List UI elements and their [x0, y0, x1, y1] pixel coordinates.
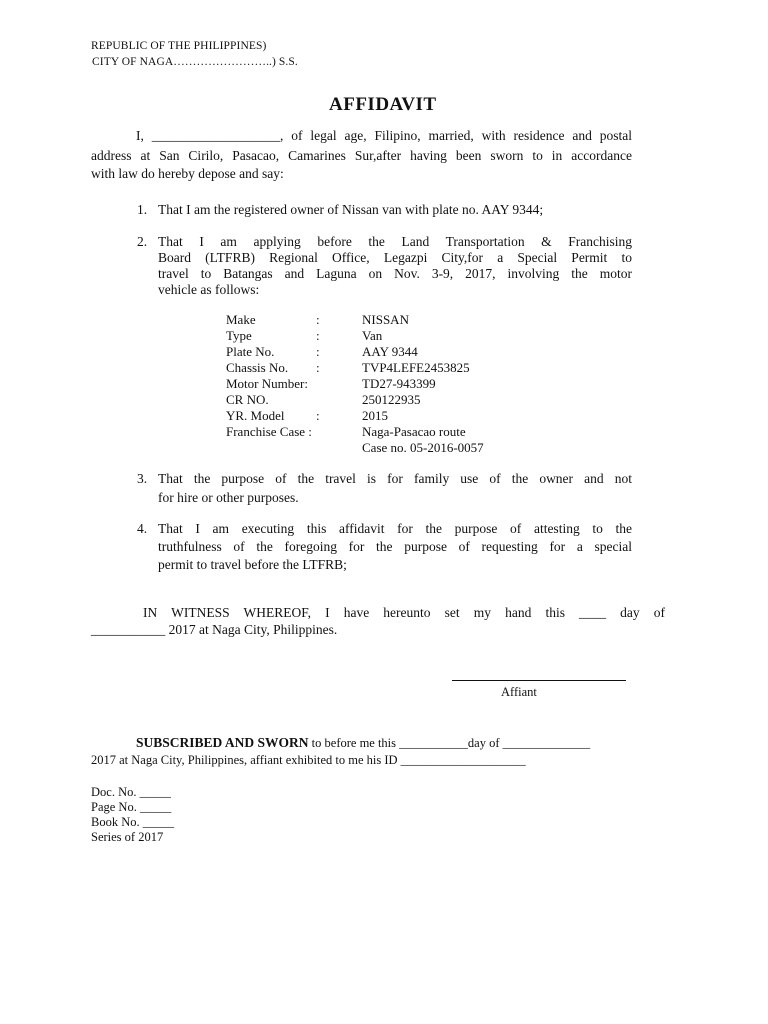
vehicle-value-plate: AAY 9344	[362, 344, 418, 359]
vehicle-label-chassis: Chassis No.	[226, 360, 289, 375]
item-1-number: 1.	[137, 202, 148, 217]
vehicle-label-make: Make	[226, 312, 256, 327]
vehicle-value-chassis: TVP4LEFE2453825	[362, 360, 470, 375]
intro-line-3: with law do hereby depose and say:	[91, 166, 284, 181]
item-4-number: 4.	[137, 521, 148, 536]
jurat-line-1	[136, 735, 590, 751]
document-title: AFFIDAVIT	[329, 94, 437, 115]
item-2-number: 2.	[137, 234, 148, 249]
vehicle-label-plate: Plate No.	[226, 344, 275, 359]
item-3-line-2: for hire or other purposes.	[158, 490, 299, 505]
item-2-line-1: That I am applying before the Land Transportation & Franchising	[158, 234, 632, 249]
vehicle-sep-type: :	[316, 328, 320, 343]
book-no: Book No. _____	[91, 815, 174, 829]
vehicle-value-franchise: Naga-Pasacao route	[362, 424, 466, 439]
vehicle-value-type: Van	[362, 328, 383, 343]
item-3-number: 3.	[137, 471, 148, 486]
vehicle-value-cr: 250122935	[362, 392, 421, 407]
jurat-line-1-rest: to before me this ___________day of ______________	[308, 736, 591, 750]
item-2-line-2: Board (LTFRB) Regional Office, Legazpi City,for a Special Permit to	[158, 250, 632, 265]
item-2-line-4: vehicle as follows:	[158, 282, 260, 297]
vehicle-value-year: 2015	[362, 408, 388, 423]
vehicle-value-make: NISSAN	[362, 312, 409, 327]
vehicle-sep-chassis: :	[316, 360, 320, 375]
witness-line-1: IN WITNESS WHEREOF, I have hereunto set my hand this ____ day of	[143, 605, 665, 620]
series: Series of 2017	[91, 830, 164, 844]
vehicle-label-franchise: Franchise Case :	[226, 424, 312, 439]
vehicle-label-cr: CR NO.	[226, 392, 269, 407]
intro-prefix: I,	[136, 128, 152, 143]
intro-line-1	[91, 128, 632, 144]
intro-line-1-rest: , of legal age, Filipino, married, with residence and postal	[280, 128, 632, 143]
item-4-line-3: permit to travel before the LTFRB;	[158, 557, 347, 572]
page-no: Page No. _____	[91, 800, 172, 814]
jurat-bold-text: SUBSCRIBED AND SWORN	[136, 735, 309, 750]
vehicle-value-motor: TD27-943399	[362, 376, 436, 391]
item-3-line-1: That the purpose of the travel is for family use of the owner and not	[158, 471, 632, 486]
header-city: CITY OF NAGA……………………..) S.S.	[92, 56, 298, 68]
witness-line-2: ___________ 2017 at Naga City, Philippines.	[91, 622, 338, 637]
item-1-line-1: That I am the registered owner of Nissan van with plate no. AAY 9344;	[158, 202, 544, 217]
item-4-line-2: truthfulness of the foregoing for the purpose of requesting for a special	[158, 539, 632, 554]
vehicle-sep-plate: :	[316, 344, 320, 359]
intro-line-2: address at San Cirilo, Pasacao, Camarines Sur,after having been sworn to in accordance	[91, 148, 632, 163]
doc-no: Doc. No. _____	[91, 785, 171, 799]
vehicle-value-case-no: Case no. 05-2016-0057	[362, 440, 484, 455]
vehicle-sep-year: :	[316, 408, 320, 423]
vehicle-sep-make: :	[316, 312, 320, 327]
vehicle-label-motor: Motor Number:	[226, 376, 308, 391]
vehicle-label-year: YR. Model	[226, 408, 285, 423]
item-4-line-1: That I am executing this affidavit for the purpose of attesting to the	[158, 521, 632, 536]
vehicle-label-type: Type	[226, 328, 252, 343]
item-2-line-3: travel to Batangas and Laguna on Nov. 3-9, 2017, involving the motor	[158, 266, 632, 281]
jurat-line-2: 2017 at Naga City, Philippines, affiant exhibited to me his ID ____________________	[91, 753, 526, 767]
signature-line	[452, 680, 626, 681]
affiant-label: Affiant	[501, 685, 537, 699]
name-blank: ___________________	[151, 128, 280, 143]
header-republic: REPUBLIC OF THE PHILIPPINES)	[91, 40, 267, 52]
